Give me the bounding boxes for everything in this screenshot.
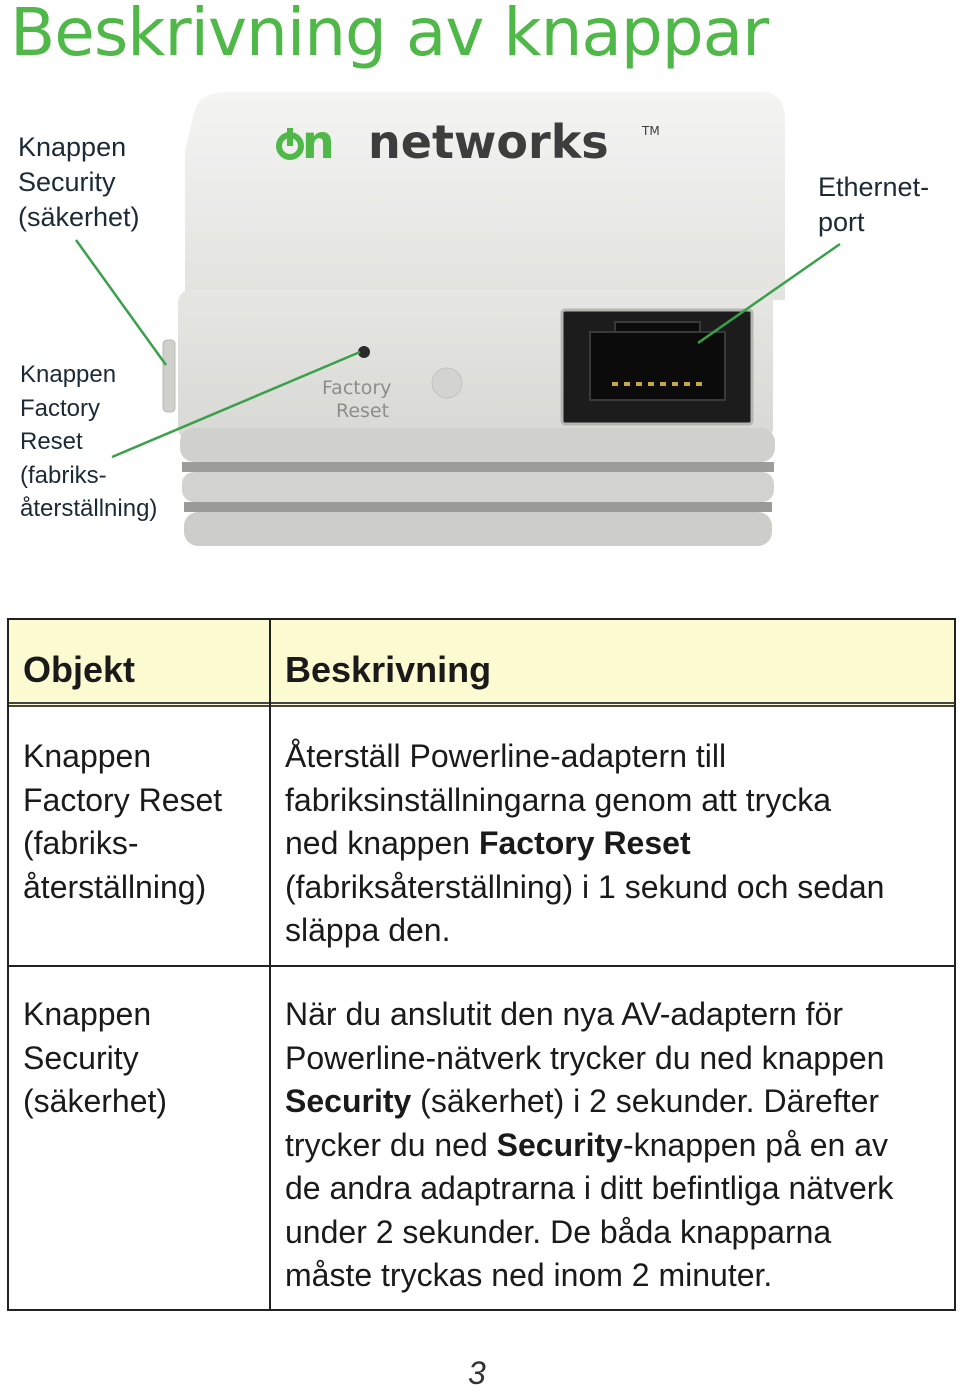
leader-line-security bbox=[76, 240, 166, 365]
cell-line: fabriksinställningarna genom att trycka bbox=[285, 781, 832, 818]
callout-line: Knappen bbox=[18, 132, 127, 162]
cell-line: (fabriks- bbox=[23, 825, 139, 861]
factory-reset-label: Factory bbox=[322, 377, 392, 399]
adapter-base-ring bbox=[180, 428, 775, 462]
cell-line: Knappen bbox=[23, 738, 152, 774]
cell-line: måste tryckas ned inom 2 minuter. bbox=[285, 1257, 773, 1293]
callout-line: Factory bbox=[20, 394, 101, 422]
callout-line: (säkerhet) bbox=[18, 202, 140, 232]
security-side-button bbox=[163, 340, 175, 412]
ethernet-jack bbox=[590, 322, 725, 400]
callout-line: Reset bbox=[20, 428, 83, 455]
cell-line: under 2 sekunder. De båda knapparna bbox=[285, 1213, 832, 1250]
callout-line: återställning) bbox=[20, 495, 158, 522]
row-security-description bbox=[285, 993, 893, 1298]
cell-line: de andra adaptrarna i ditt befintliga nätverk bbox=[285, 1170, 894, 1206]
button-description-table bbox=[7, 618, 956, 1311]
cell-line: återställning) bbox=[23, 868, 207, 905]
row-divider bbox=[9, 965, 954, 967]
cell-line: Security (säkerhet) i 2 sekunder. Därefter bbox=[285, 1083, 880, 1119]
factory-reset-label: Reset bbox=[336, 400, 390, 422]
callout-line: Security bbox=[18, 167, 116, 197]
cell-line: släppa den. bbox=[285, 912, 451, 948]
row-factory-reset-description bbox=[285, 735, 884, 953]
header-item: Objekt bbox=[23, 649, 136, 690]
cell-line: ned knappen Factory Reset bbox=[285, 825, 691, 861]
adapter-base-ring bbox=[182, 472, 774, 502]
cell-line: (fabriksåterställning) i 1 sekund och sedan bbox=[285, 868, 885, 905]
row-security-item bbox=[23, 993, 167, 1124]
adapter-base-ring bbox=[184, 512, 772, 546]
adapter-base-ring bbox=[184, 502, 772, 512]
status-led bbox=[432, 368, 462, 398]
callout-line: port bbox=[818, 207, 865, 237]
callout-line: Knappen bbox=[20, 361, 117, 388]
cell-line: Factory Reset bbox=[23, 781, 223, 818]
header-description: Beskrivning bbox=[285, 649, 492, 690]
cell-line: trycker du ned Security-knappen på en av bbox=[285, 1126, 889, 1163]
adapter-base-ring bbox=[182, 462, 774, 472]
cell-line: Powerline-nätverk trycker du ned knappen bbox=[285, 1039, 885, 1076]
callout-line: Ethernet- bbox=[818, 172, 930, 202]
cell-line: Security bbox=[23, 1039, 139, 1076]
page-title: Beskrivning av knappar bbox=[10, 0, 769, 71]
cell-line: Knappen bbox=[23, 996, 152, 1032]
cell-line: (säkerhet) bbox=[23, 1083, 168, 1119]
row-factory-reset-item bbox=[23, 735, 222, 909]
page-number: 3 bbox=[468, 1355, 486, 1391]
cell-line: Återställ Powerline-adaptern till bbox=[285, 738, 727, 774]
brand-wordmark-on: n bbox=[302, 115, 335, 169]
cell-line: När du anslutit den nya AV-adaptern för bbox=[285, 996, 843, 1032]
trademark-symbol: TM bbox=[642, 124, 660, 138]
device-illustration bbox=[0, 80, 960, 570]
callout-line: (fabriks- bbox=[20, 461, 107, 489]
brand-wordmark-networks: networks bbox=[368, 115, 609, 169]
